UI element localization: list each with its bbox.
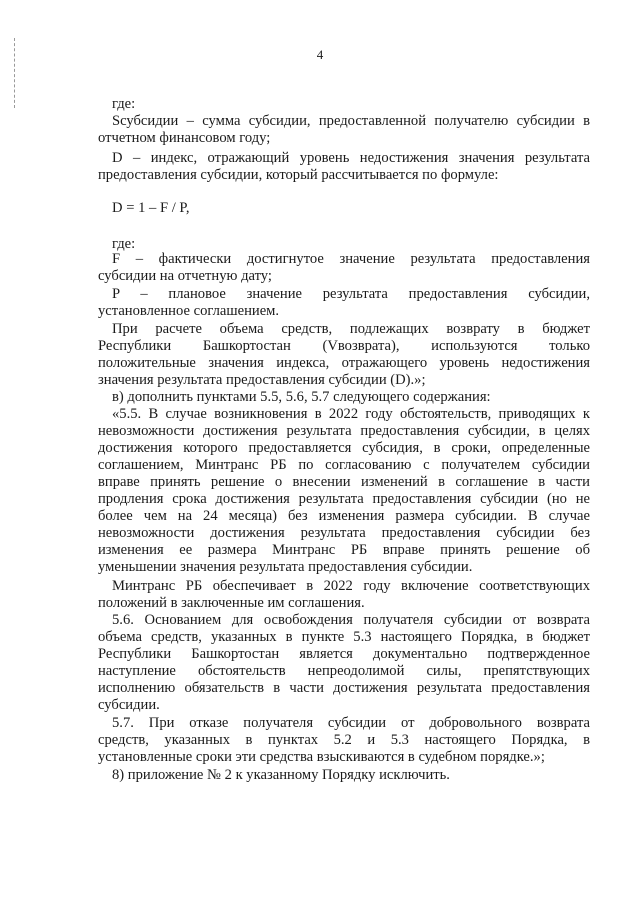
text-line: D – индекс, отражающий уровень недостижения значения результата — [112, 150, 590, 166]
text-line: 5.7. При отказе получателя субсидии от добровольного возврата — [112, 715, 590, 731]
text-line: объема средств, указанных в пункте 5.3 настоящего Порядка, в бюджет — [98, 629, 590, 645]
text-line: наступление обстоятельств непреодолимой силы, препятствующих — [98, 663, 590, 679]
text-line: вправе принять решение о внесении изменений в соглашение в части — [98, 474, 590, 490]
text-line: средств, указанных в пунктах 5.2 и 5.3 настоящего Порядка, в — [98, 732, 590, 748]
text-line: где: — [112, 96, 136, 112]
text-line: где: — [112, 236, 136, 252]
text-line: F – фактически достигнутое значение результата предоставления — [112, 251, 590, 267]
text-line: в) дополнить пунктами 5.5, 5.6, 5.7 следующего содержания: — [112, 389, 491, 405]
text-line: достижения которого предоставляется субсидия, в сроки, определенные — [98, 440, 590, 456]
text-line: продления срока достижения результата предоставления субсидии (но не — [98, 491, 590, 507]
formula: D = 1 – F / P, — [112, 200, 190, 216]
text-line: более чем на 24 месяца) без изменения размера субсидии. В случае — [98, 508, 590, 524]
text-line: положительные значения индекса, отражающего уровень недостижения — [98, 355, 590, 371]
text-line: уменьшении значения результата предоставления субсидии. — [98, 559, 473, 575]
text-line: соглашением, Минтранс РБ по согласованию с получателем субсидии — [98, 457, 590, 473]
text-line: исполнению обязательств в части достижения результата предоставления — [98, 680, 590, 696]
text-line: Sсубсидии – сумма субсидии, предоставленной получателю субсидии в — [112, 113, 590, 129]
text-line: субсидии. — [98, 697, 160, 713]
text-line: положений в заключенные им соглашения. — [98, 595, 365, 611]
text-line: Минтранс РБ обеспечивает в 2022 году включение соответствующих — [112, 578, 590, 594]
text-line: Республики Башкортостан является документально подтвержденное — [98, 646, 590, 662]
text-line: предоставления субсидии, который рассчитывается по формуле: — [98, 167, 499, 183]
text-line: отчетном финансовом году; — [98, 130, 271, 146]
text-line: P – плановое значение результата предоставления субсидии, — [112, 286, 590, 302]
text-line: установленные сроки эти средства взыскиваются в судебном порядке.»; — [98, 749, 545, 765]
text-line: 5.6. Основанием для освобождения получателя субсидии от возврата — [112, 612, 590, 628]
text-line: невозможности достижения результата предоставления субсидии без — [98, 525, 590, 541]
text-line: При расчете объема средств, подлежащих возврату в бюджет — [112, 321, 590, 337]
text-line: субсидии на отчетную дату; — [98, 268, 272, 284]
text-line: невозможности достижения результата предоставления субсидии, в целях — [98, 423, 590, 439]
text-line: Республики Башкортостан (Vвозврата), используются только — [98, 338, 590, 354]
text-line: изменения ее размера Минтранс РБ вправе принять решение об — [98, 542, 590, 558]
text-line: 8) приложение № 2 к указанному Порядку исключить. — [112, 767, 450, 783]
text-line: «5.5. В случае возникновения в 2022 году обстоятельств, приводящих к — [112, 406, 590, 422]
page-number: 4 — [316, 47, 324, 62]
text-line: значения результата предоставления субсидии (D).»; — [98, 372, 426, 388]
text-line: установленное соглашением. — [98, 303, 280, 319]
